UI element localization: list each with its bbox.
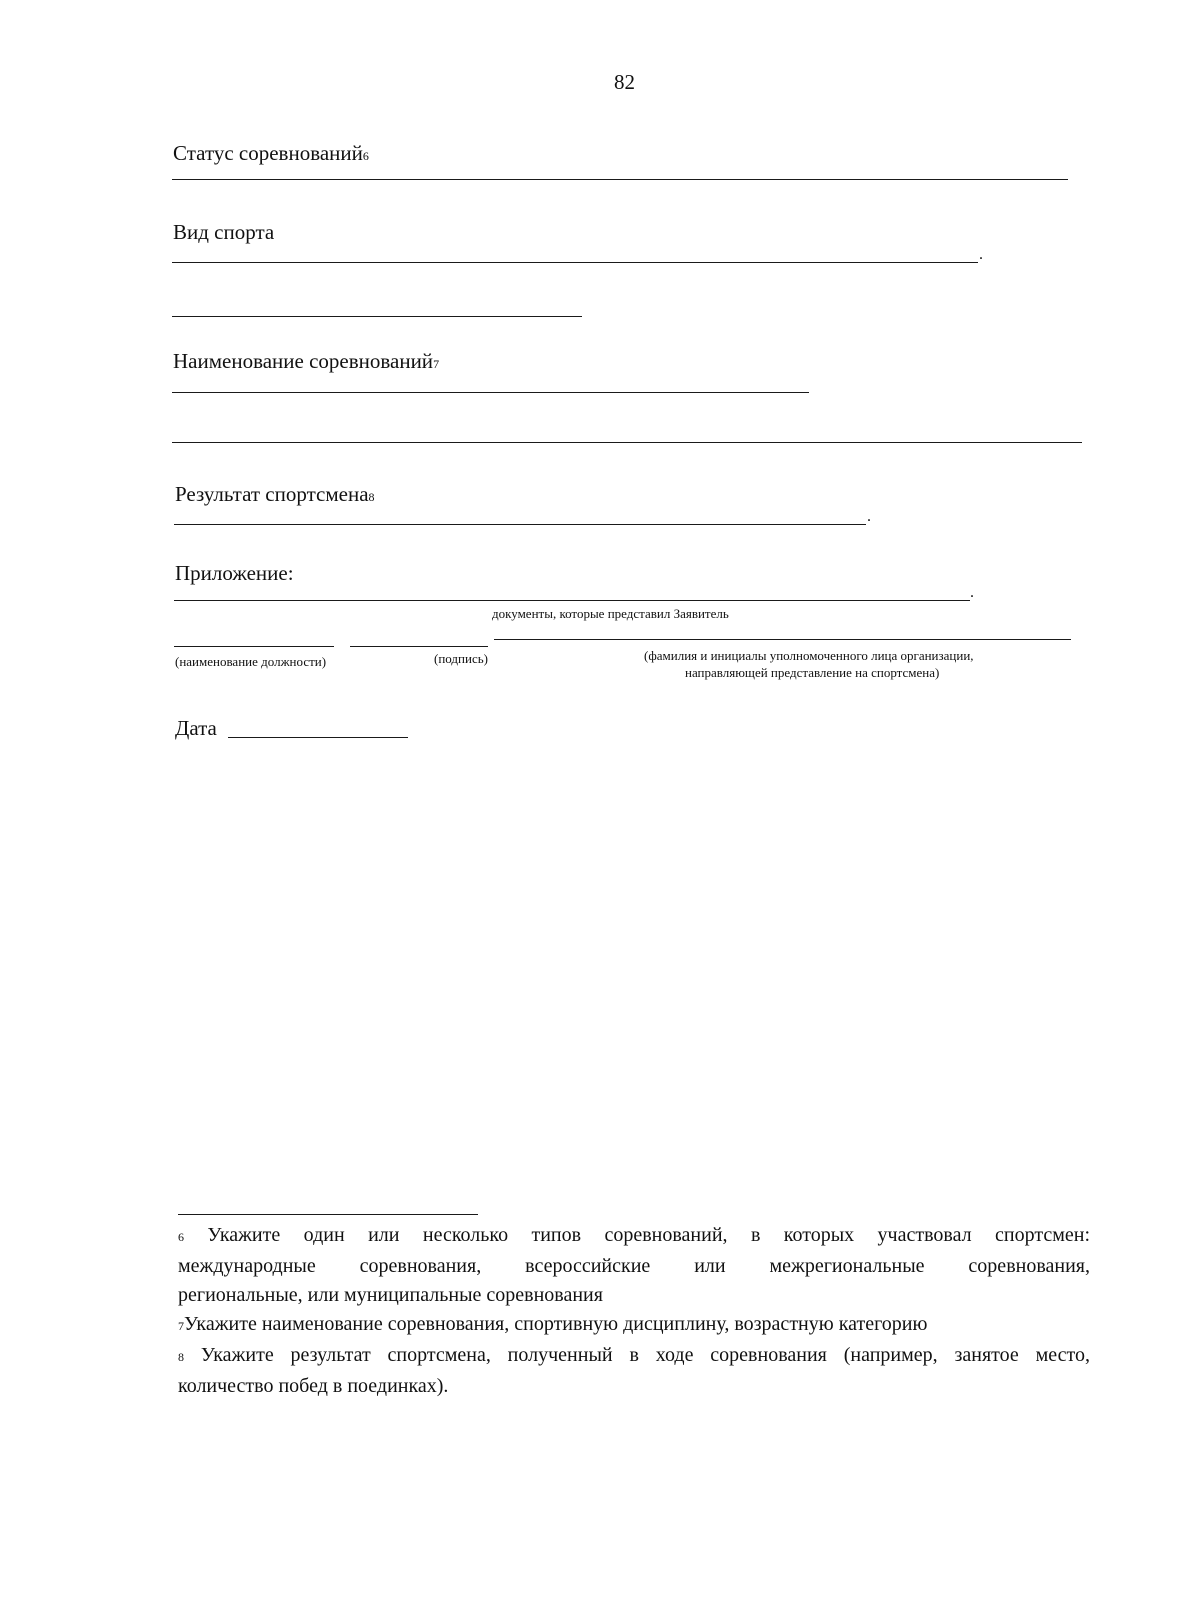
attachment-label: Приложение: <box>175 561 294 585</box>
competition-label <box>173 349 439 374</box>
competition-label-text: Наименование соревнований <box>173 349 434 373</box>
footnote-ref-7: 7 <box>433 357 440 371</box>
status-label-text: Статус соревнований <box>173 141 363 165</box>
name-caption-line-1: (фамилия и инициалы уполномоченного лица организации, <box>644 648 974 663</box>
footnote-8-number: 8 <box>178 1350 184 1364</box>
footnote-separator <box>178 1214 478 1215</box>
name-input-line[interactable] <box>494 639 1071 640</box>
competition-input-line-2[interactable] <box>172 442 1082 443</box>
footnote-7-line1: Укажите наименование соревнования, спортивную дисциплину, возрастную категорию <box>184 1313 928 1335</box>
result-line-period: . <box>867 508 871 525</box>
date-label: Дата <box>175 716 217 740</box>
sport-input-line-2[interactable] <box>172 316 582 317</box>
footnote-8-cont <box>178 1372 1090 1401</box>
status-label <box>173 141 369 166</box>
sport-line-period: . <box>979 246 983 263</box>
name-caption-line-2: направляющей представление на спортсмена) <box>685 665 940 680</box>
position-caption: (наименование должности) <box>175 654 327 669</box>
footnote-6-number: 6 <box>178 1230 184 1244</box>
footnote-6 <box>178 1221 1090 1252</box>
footnote-ref-6: 6 <box>362 149 369 163</box>
signature-input-line[interactable] <box>350 646 488 647</box>
signature-caption: (подпись) <box>434 651 488 666</box>
footnotes <box>178 1221 1090 1401</box>
footnote-6-line2: международные соревнования, всероссийские или межрегиональные соревнования, <box>178 1255 1090 1277</box>
footnote-6-cont <box>178 1252 1090 1281</box>
footnote-8-line2: количество побед в поединках). <box>178 1375 449 1397</box>
result-input-line[interactable] <box>174 524 866 525</box>
position-input-line[interactable] <box>174 646 334 647</box>
status-input-line[interactable] <box>172 179 1068 180</box>
date-input-line[interactable] <box>228 737 408 738</box>
footnote-8-line1: Укажите результат спортсмена, полученный в ходе соревнования (например, занятое место, <box>200 1344 1090 1366</box>
sport-label: Вид спорта <box>173 220 275 244</box>
competition-input-line-1[interactable] <box>172 392 809 393</box>
footnote-8 <box>178 1341 1090 1372</box>
footnote-ref-8: 8 <box>368 490 375 504</box>
result-label <box>175 482 375 507</box>
footnote-7-number: 7 <box>178 1319 184 1333</box>
footnote-7 <box>178 1310 1090 1341</box>
attachment-line-period: . <box>970 584 974 601</box>
page-number: 82 <box>614 70 635 94</box>
footnote-6-line3: региональные, или муниципальные соревнования <box>178 1284 603 1306</box>
footnote-6-line1: Укажите один или несколько типов соревнований, в которых участвовал спортсмен: <box>207 1224 1091 1246</box>
attachment-caption: документы, которые представил Заявитель <box>492 606 729 621</box>
attachment-input-line[interactable] <box>174 600 970 601</box>
footnote-6-end <box>178 1281 1090 1310</box>
sport-input-line-1[interactable] <box>172 262 978 263</box>
result-label-text: Результат спортсмена <box>175 482 369 506</box>
